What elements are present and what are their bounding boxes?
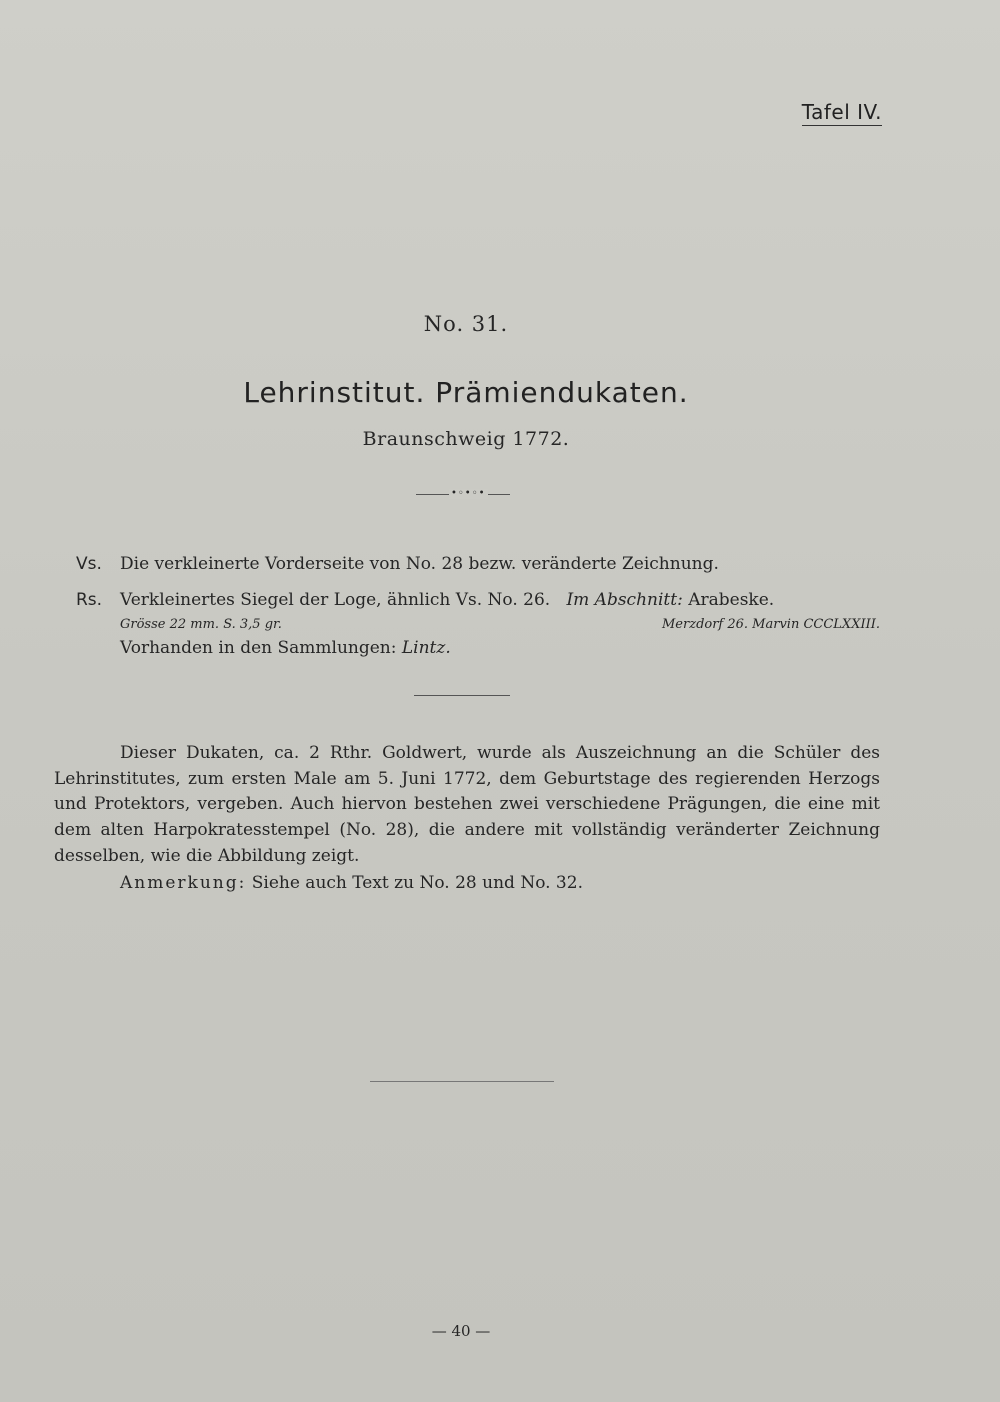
place-date: Braunschweig 1772. [362,428,570,450]
plate-heading: Tafel IV. [801,100,882,124]
reverse-text: Verkleinertes Siegel der Loge, ähnlich Vs. No. 26. [120,590,551,610]
entry-number: No. 31. [423,312,509,336]
obverse-text: Die verkleinerte Vorderseite von No. 28 bezw. veränderte Zeichnung. [120,554,719,574]
description-paragraph: Dieser Dukaten, ca. 2 Rthr. Goldwert, wurde als Auszeichnung an die Schüler des Lehrinstitutes, zum ersten Male am 5. Juni 1772, dem Geburtstage des regierenden Herzogs und Protektors, vergeben. Auch hiervon bestehen zwei verschiedene Prägungen, die eine mit dem alten Harpokratesstempel (No. 28), die andere mit vollständig veränderter Zeichnung desselben, wie die Abbildung zeigt. [54,743,880,866]
obverse-line [76,554,719,574]
holdings-line [120,638,451,658]
section-divider [414,695,510,696]
note-line [120,873,583,893]
catalog-references: Merzdorf 26. Marvin CCCLXXIII. [662,617,880,632]
obverse-label: Vs. [76,554,102,574]
reverse-line [76,590,774,610]
note-label: Anmerkung: [120,873,247,893]
ornament-dots: •◦•◦• [451,488,486,499]
bottom-divider [370,1081,554,1082]
section-text: Arabeske. [688,590,775,610]
page-title: Lehrinstitut. Prämiendukaten. [243,376,689,409]
holdings-label: Vorhanden in den Sammlungen: [120,638,397,658]
holdings-value: Lintz. [401,638,451,658]
size-weight-line [120,617,880,632]
description-text [54,741,880,870]
size-weight: Grösse 22 mm. S. 3,5 gr. [120,617,282,632]
reverse-label: Rs. [76,590,103,610]
ornament-divider [416,488,510,499]
section-label: Im Abschnitt: [566,590,683,610]
page-number: — 40 — [431,1322,491,1340]
note-text: Siehe auch Text zu No. 28 und No. 32. [251,873,583,893]
